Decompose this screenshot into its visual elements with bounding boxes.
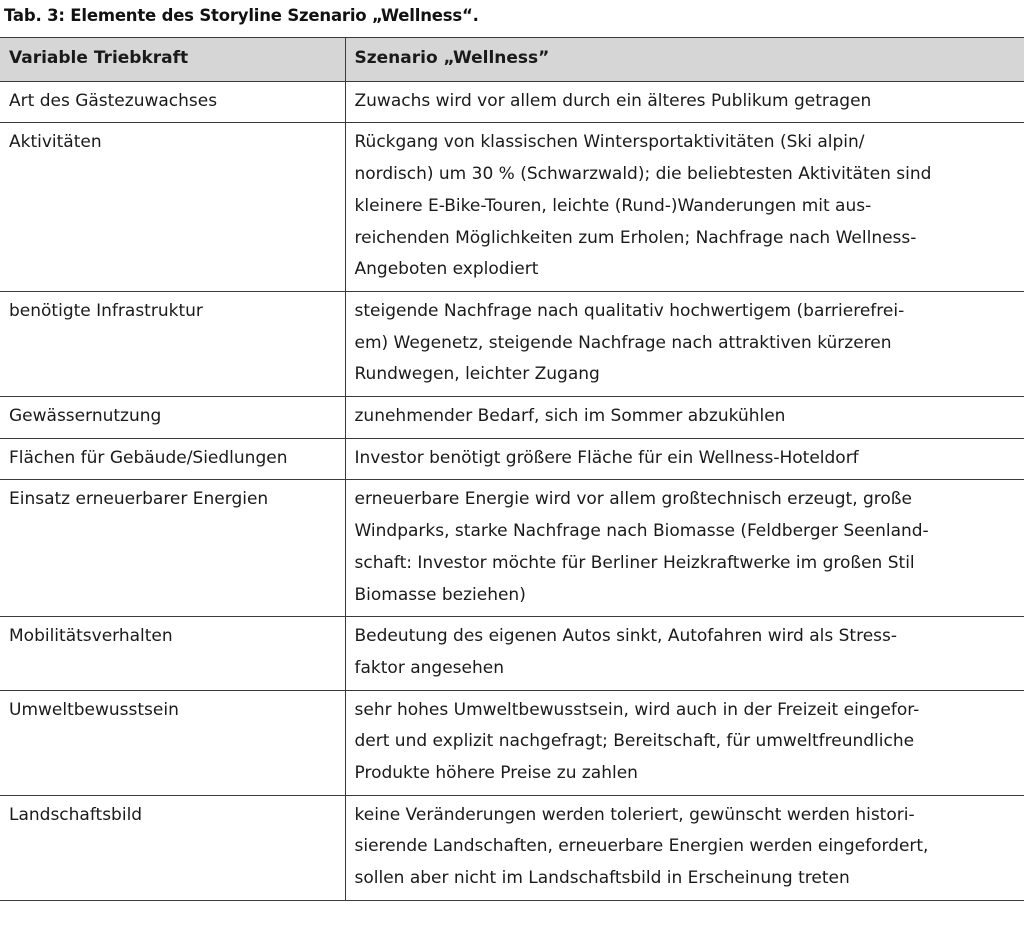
header-variable: Variable Triebkraft — [0, 38, 345, 82]
variable-cell: benötigte Infrastruktur — [0, 291, 345, 396]
scenario-cell — [345, 690, 1024, 795]
scenario-line: Rundwegen, leichter Zugang — [354, 364, 600, 385]
scenario-cell — [345, 795, 1024, 900]
table-row — [0, 81, 1024, 123]
scenario-line: zunehmender Bedarf, sich im Sommer abzukühlen — [354, 406, 786, 427]
table-row — [0, 291, 1024, 396]
table-header — [0, 38, 1024, 82]
scenario-line: Rückgang von klassischen Wintersportaktivitäten (Ski alpin/ — [354, 132, 865, 153]
variable-cell: Flächen für Gebäude/Siedlungen — [0, 438, 345, 480]
scenario-line: steigende Nachfrage nach qualitativ hochwertigem (barrierefrei- — [354, 300, 905, 321]
scenario-line: Bedeutung des eigenen Autos sinkt, Autofahren wird als Stress- — [354, 626, 898, 647]
storyline-table — [0, 37, 1024, 901]
scenario-cell — [345, 81, 1024, 123]
scenario-line: Investor benötigt größere Fläche für ein Wellness-Hoteldorf — [354, 447, 859, 468]
scenario-cell — [345, 291, 1024, 396]
header-row — [0, 38, 1024, 82]
scenario-line: schaft: Investor möchte für Berliner Heizkraftwerke im großen Stil — [354, 552, 915, 573]
scenario-line: faktor angesehen — [354, 657, 504, 678]
scenario-cell — [345, 123, 1024, 292]
scenario-line: keine Veränderungen werden toleriert, gewünscht werden histori- — [354, 804, 915, 825]
scenario-cell — [345, 438, 1024, 480]
table-caption: Tab. 3: Elemente des Storyline Szenario „Wellness“. — [4, 6, 479, 25]
table-row — [0, 397, 1024, 439]
scenario-cell — [345, 617, 1024, 690]
scenario-line: erneuerbare Energie wird vor allem großtechnisch erzeugt, große — [354, 489, 912, 510]
variable-cell: Mobilitätsverhalten — [0, 617, 345, 690]
variable-cell: Umweltbewusstsein — [0, 690, 345, 795]
table-row — [0, 617, 1024, 690]
variable-cell: Aktivitäten — [0, 123, 345, 292]
table-row — [0, 795, 1024, 900]
table-row — [0, 123, 1024, 292]
table-row — [0, 438, 1024, 480]
variable-cell: Gewässernutzung — [0, 397, 345, 439]
variable-cell: Art des Gästezuwachses — [0, 81, 345, 123]
scenario-line: Produkte höhere Preise zu zahlen — [354, 763, 638, 784]
table-row — [0, 480, 1024, 617]
scenario-line: sierende Landschaften, erneuerbare Energien werden eingefordert, — [354, 836, 929, 857]
header-scenario: Szenario „Wellness” — [345, 38, 1024, 82]
scenario-line: Angeboten explodiert — [354, 259, 539, 280]
scenario-line: Zuwachs wird vor allem durch ein älteres Publikum getragen — [354, 90, 872, 111]
scenario-line: nordisch) um 30 % (Schwarzwald); die beliebtesten Aktivitäten sind — [354, 164, 932, 185]
scenario-line: dert und explizit nachgefragt; Bereitschaft, für umweltfreundliche — [354, 731, 915, 752]
scenario-line: sollen aber nicht im Landschaftsbild in Erscheinung treten — [354, 868, 850, 889]
scenario-line: Windparks, starke Nachfrage nach Biomasse (Feldberger Seenland- — [354, 521, 929, 542]
scenario-line: sehr hohes Umweltbewusstsein, wird auch in der Freizeit eingefor- — [354, 699, 920, 720]
variable-cell: Einsatz erneuerbarer Energien — [0, 480, 345, 617]
scenario-line: Biomasse beziehen) — [354, 584, 526, 605]
variable-cell: Landschaftsbild — [0, 795, 345, 900]
scenario-line: kleinere E-Bike-Touren, leichte (Rund-)Wanderungen mit aus- — [354, 195, 872, 216]
scenario-cell — [345, 397, 1024, 439]
table-body — [0, 81, 1024, 900]
scenario-line: em) Wegenetz, steigende Nachfrage nach attraktiven kürzeren — [354, 332, 892, 353]
table-row — [0, 690, 1024, 795]
scenario-line: reichenden Möglichkeiten zum Erholen; Nachfrage nach Wellness- — [354, 227, 917, 248]
scenario-cell — [345, 480, 1024, 617]
